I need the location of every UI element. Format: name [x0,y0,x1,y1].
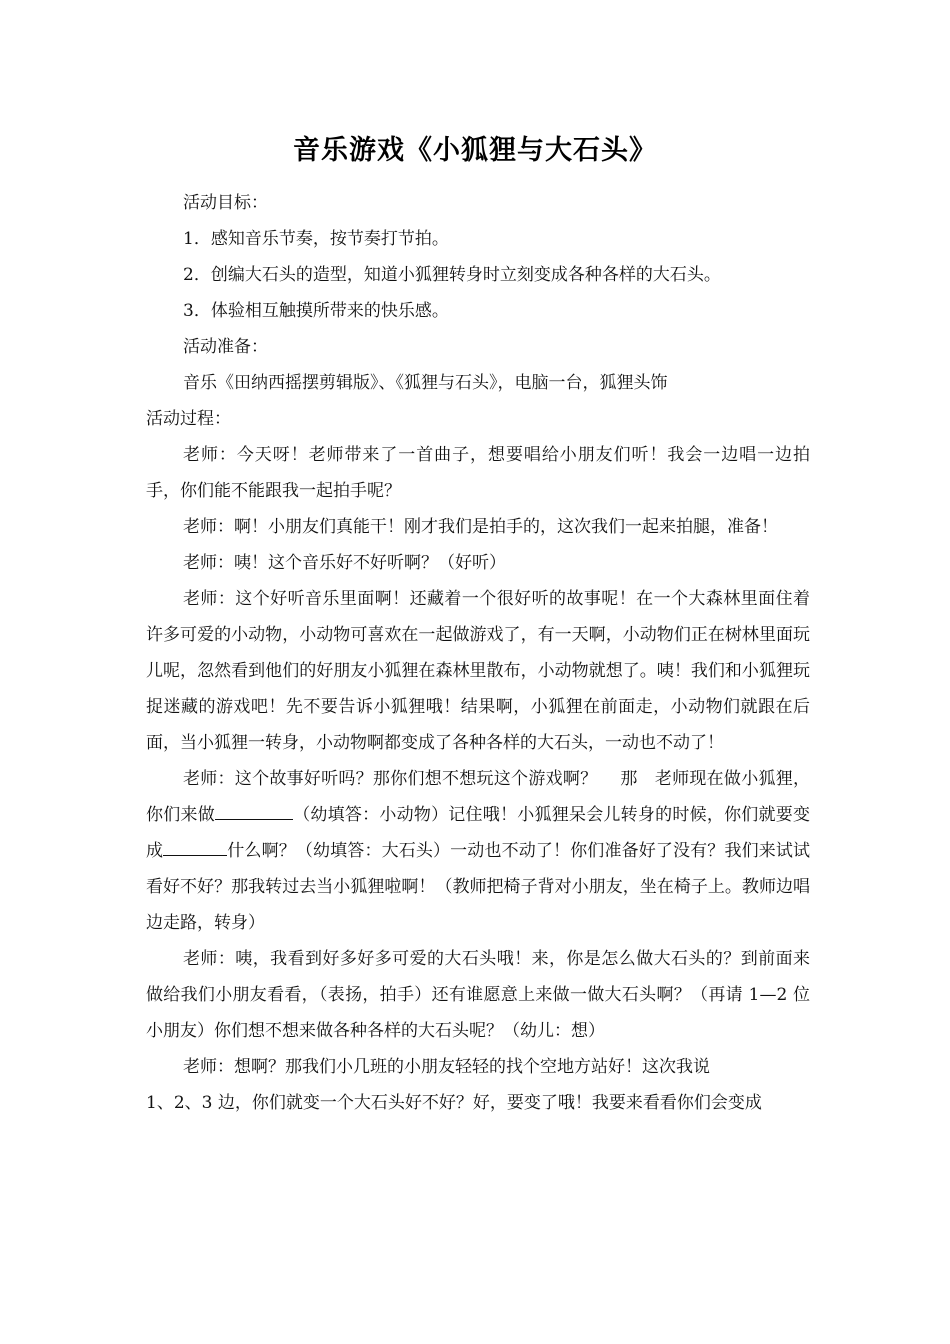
paragraph-text: 老师：这个故事好听吗？那你们想不想玩这个游戏啊？ 那 老师现在做小狐狸，你们来做 [146,769,810,825]
paragraph: 老师：今天呀！老师带来了一首曲子，想要唱给小朋友们听！我会一边唱一边拍手，你们能不能跟我一起拍手呢？ [146,445,810,501]
paragraph: 老师：这个好听音乐里面啊！还藏着一个很好听的故事呢！在一个大森林里面住着许多可爱的小动物，小动物可喜欢在一起做游戏了，有一天啊，小动物们正在树林里面玩儿呢，忽然看到他们的好朋友小狐狸在森林里散布，小动物就想了。咦！我们和小狐狸玩捉迷藏的游戏吧！先不要告诉小狐狸哦！结果啊，小狐狸在前面走，小动物们就跟在后面，当小狐狸一转身，小动物啊都变成了各种各样的大石头，一动也不动了！ [146,589,810,753]
goal-item: 2．创编大石头的造型，知道小狐狸转身时立刻变成各种各样的大石头。 [183,265,721,285]
paragraph: 1、2、3 边，你们就变一个大石头好不好？好，要变了哦！我要来看看你们会变成 [146,1093,762,1113]
paragraph: 老师：啊！小朋友们真能干！刚才我们是拍手的，这次我们一起来拍腿，准备！ [183,517,778,537]
fill-blank [215,801,293,820]
prep-text: 音乐《田纳西摇摆剪辑版》、《狐狸与石头》，电脑一台，狐狸头饰 [183,373,668,393]
document-title: 音乐游戏《小狐狸与大石头》 [293,135,657,166]
goal-item: 1．感知音乐节奏，按节奏打节拍。 [183,229,449,249]
paragraph-text: （幼填答：小动物）记住哦！小狐狸呆会儿转身的时候，你们就要变成 [146,805,811,861]
document-body [146,185,810,1121]
paragraph [146,761,810,941]
goals-heading: 活动目标： [183,193,268,213]
prep-heading: 活动准备： [183,337,268,357]
process-heading: 活动过程： [146,409,231,429]
paragraph: 老师：咦，我看到好多好多可爱的大石头哦！来，你是怎么做大石头的？到前面来做给我们小朋友看看，（表扬，拍手）还有谁愿意上来做一做大石头啊？（再请 1—2 位小朋友）你们想不想来做各种各样的大石头呢？（幼儿：想） [146,949,810,1041]
fill-blank [163,837,227,856]
paragraph-text: 什么啊？（幼填答：大石头）一动也不动了！你们准备好了没有？我们来试试看好不好？那我转过去当小狐狸啦啊！（教师把椅子背对小朋友，坐在椅子上。教师边唱边走路，转身） [146,841,811,933]
goal-item: 3．体验相互触摸所带来的快乐感。 [183,301,449,321]
paragraph: 老师：咦！这个音乐好不好听啊？（好听） [183,553,506,573]
paragraph: 老师：想啊？那我们小几班的小朋友轻轻的找个空地方站好！这次我说 [183,1057,710,1077]
